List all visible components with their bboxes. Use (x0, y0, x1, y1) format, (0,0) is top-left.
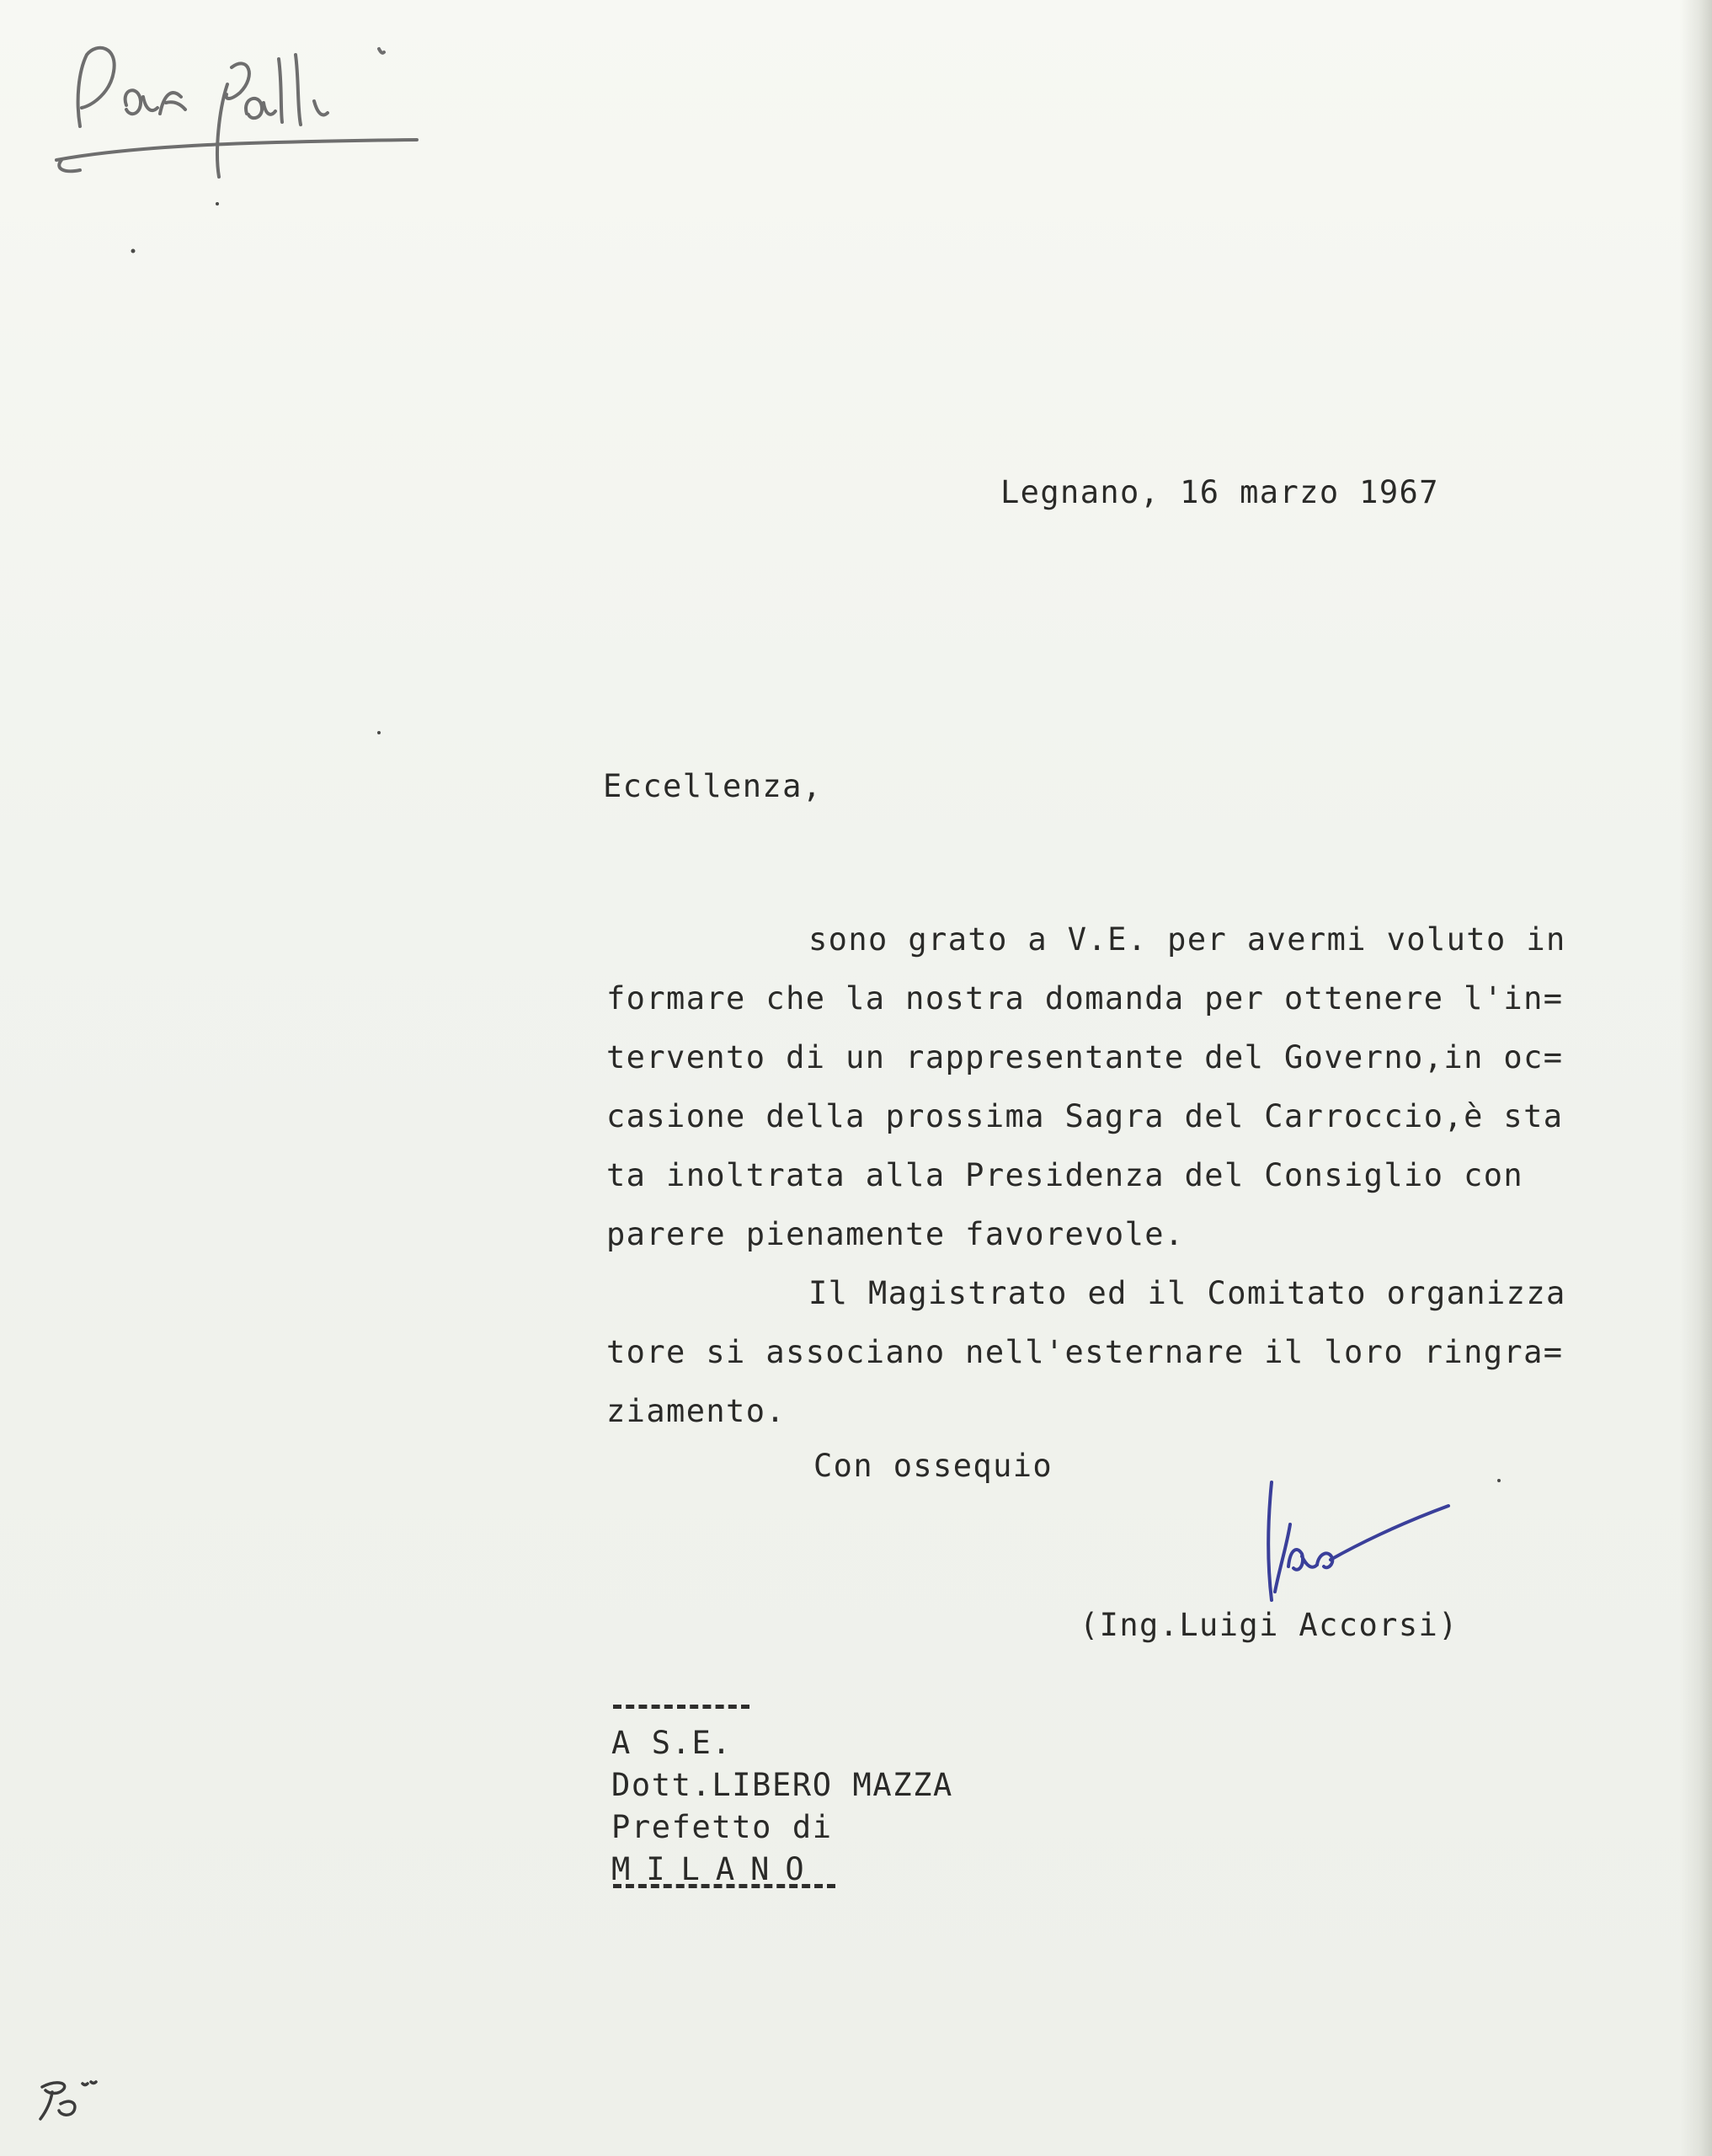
body-line: tervento di un rappresentante del Governo,in oc= (606, 1039, 1564, 1075)
place-date: Legnano, 16 marzo 1967 (1000, 474, 1439, 510)
salutation: Eccellenza, (603, 768, 823, 804)
annotation-text: Per falli (46, 23, 90, 37)
recipient-line-2: Dott.LIBERO MAZZA (611, 1767, 953, 1803)
body-line: sono grato a V.E. per avermi voluto in (808, 921, 1566, 958)
body-line: ta inoltrata alla Presidenza del Consiglio con (606, 1157, 1524, 1193)
signature-name: (Ing.Luigi Accorsi) (1080, 1607, 1459, 1643)
body-line: ziamento. (606, 1393, 787, 1429)
body-line: parere pienamente favorevole. (606, 1216, 1185, 1252)
closing: Con ossequio (813, 1448, 1053, 1484)
recipient-line-1: A S.E. (611, 1725, 733, 1761)
recipient-city: MILANO (611, 1851, 820, 1887)
body-line: tore si associano nell'esternare il loro ringra= (606, 1334, 1564, 1370)
body-line: casione della prossima Sagra del Carroccio,è sta (606, 1098, 1564, 1134)
body-line: formare che la nostra domanda per ottenere l'in= (606, 980, 1564, 1017)
recipient-line-3: Prefetto di (611, 1809, 833, 1845)
body-line: Il Magistrato ed il Comitato organizza (808, 1275, 1566, 1311)
